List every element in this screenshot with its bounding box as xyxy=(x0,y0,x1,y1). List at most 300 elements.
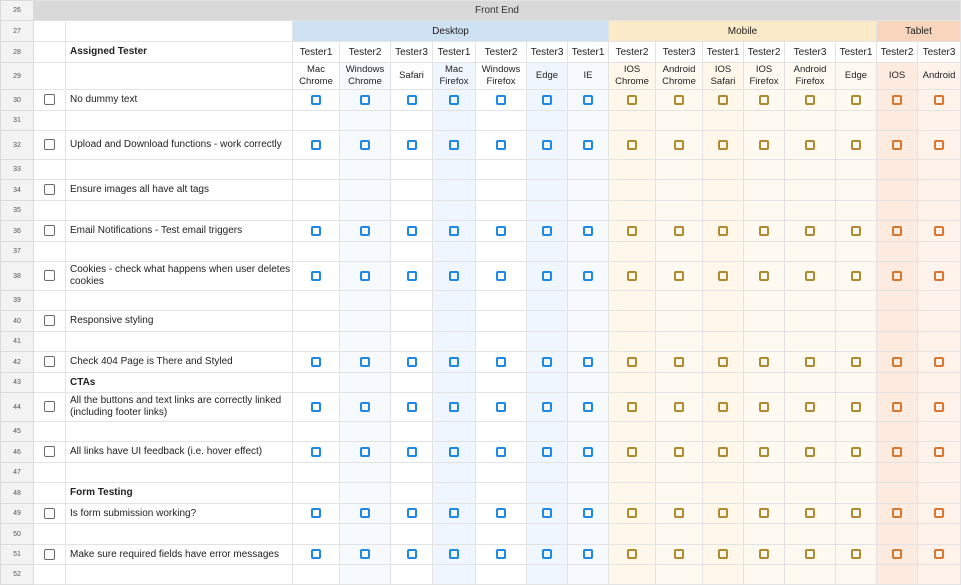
test-cell xyxy=(527,504,568,524)
done-cell xyxy=(34,442,66,463)
test-checkbox[interactable] xyxy=(360,95,370,105)
test-cell xyxy=(293,90,340,111)
test-checkbox[interactable] xyxy=(449,447,459,457)
test-checkbox[interactable] xyxy=(674,271,684,281)
row-number: 26 xyxy=(1,1,34,21)
test-cell xyxy=(744,160,785,180)
test-cell xyxy=(433,483,476,504)
test-checkbox[interactable] xyxy=(583,140,593,150)
test-cell xyxy=(703,352,744,373)
test-checkbox[interactable] xyxy=(759,357,769,367)
task-done-checkbox[interactable] xyxy=(44,508,55,519)
test-checkbox[interactable] xyxy=(851,357,861,367)
test-checkbox[interactable] xyxy=(407,140,417,150)
test-checkbox[interactable] xyxy=(851,508,861,518)
test-cell xyxy=(340,201,391,221)
test-checkbox[interactable] xyxy=(583,508,593,518)
test-checkbox[interactable] xyxy=(449,271,459,281)
test-cell xyxy=(656,373,703,393)
task-done-checkbox[interactable] xyxy=(44,184,55,195)
test-checkbox[interactable] xyxy=(674,508,684,518)
test-cell xyxy=(476,131,527,160)
test-checkbox[interactable] xyxy=(360,357,370,367)
test-checkbox[interactable] xyxy=(542,508,552,518)
test-checkbox[interactable] xyxy=(583,447,593,457)
test-cell xyxy=(568,242,609,262)
task-text xyxy=(66,242,293,262)
task-done-checkbox[interactable] xyxy=(44,356,55,367)
test-checkbox[interactable] xyxy=(934,549,944,559)
test-cell xyxy=(656,524,703,545)
task-row xyxy=(1,422,961,442)
task-text xyxy=(66,565,293,585)
test-checkbox[interactable] xyxy=(496,508,506,518)
test-checkbox[interactable] xyxy=(627,226,637,236)
test-cell xyxy=(656,221,703,242)
test-cell xyxy=(340,352,391,373)
test-checkbox[interactable] xyxy=(449,357,459,367)
row-number: 46 xyxy=(1,442,34,463)
test-checkbox[interactable] xyxy=(360,549,370,559)
test-checkbox[interactable] xyxy=(805,140,815,150)
test-checkbox[interactable] xyxy=(759,226,769,236)
test-checkbox[interactable] xyxy=(851,271,861,281)
test-checkbox[interactable] xyxy=(759,447,769,457)
test-checkbox[interactable] xyxy=(311,549,321,559)
test-checkbox[interactable] xyxy=(805,271,815,281)
test-checkbox[interactable] xyxy=(496,271,506,281)
browser-name: Safari xyxy=(391,63,433,90)
test-checkbox[interactable] xyxy=(718,549,728,559)
test-checkbox[interactable] xyxy=(718,447,728,457)
test-checkbox[interactable] xyxy=(583,402,593,412)
test-checkbox[interactable] xyxy=(759,140,769,150)
test-cell xyxy=(609,90,656,111)
test-checkbox[interactable] xyxy=(542,271,552,281)
test-cell xyxy=(785,180,836,201)
test-checkbox[interactable] xyxy=(892,357,902,367)
row-number: 49 xyxy=(1,504,34,524)
test-cell xyxy=(527,352,568,373)
row-number: 40 xyxy=(1,311,34,332)
test-cell xyxy=(703,221,744,242)
test-checkbox[interactable] xyxy=(934,402,944,412)
test-cell xyxy=(527,242,568,262)
test-cell xyxy=(703,180,744,201)
test-cell xyxy=(703,291,744,311)
row-number: 31 xyxy=(1,111,34,131)
test-checkbox[interactable] xyxy=(449,508,459,518)
test-checkbox[interactable] xyxy=(311,402,321,412)
test-checkbox[interactable] xyxy=(496,140,506,150)
test-checkbox[interactable] xyxy=(759,95,769,105)
task-text: Cookies - check what happens when user deletes cookies xyxy=(66,262,293,291)
test-checkbox[interactable] xyxy=(542,402,552,412)
test-cell xyxy=(293,352,340,373)
test-cell xyxy=(744,90,785,111)
test-cell xyxy=(744,242,785,262)
test-cell xyxy=(476,160,527,180)
test-cell xyxy=(340,373,391,393)
test-cell xyxy=(836,111,877,131)
test-checkbox[interactable] xyxy=(674,447,684,457)
test-cell xyxy=(391,483,433,504)
test-cell xyxy=(836,352,877,373)
test-checkbox[interactable] xyxy=(449,140,459,150)
assigned-tester-label: Assigned Tester xyxy=(66,42,293,63)
test-checkbox[interactable] xyxy=(542,140,552,150)
test-checkbox[interactable] xyxy=(892,95,902,105)
test-checkbox[interactable] xyxy=(851,140,861,150)
test-cell xyxy=(918,504,961,524)
test-cell xyxy=(877,291,918,311)
test-cell xyxy=(527,332,568,352)
test-checkbox[interactable] xyxy=(627,402,637,412)
task-row xyxy=(1,180,961,201)
test-checkbox[interactable] xyxy=(496,402,506,412)
test-checkbox[interactable] xyxy=(934,271,944,281)
test-checkbox[interactable] xyxy=(627,447,637,457)
tester-name: Tester1 xyxy=(836,42,877,63)
task-text: No dummy text xyxy=(66,90,293,111)
test-checkbox[interactable] xyxy=(934,508,944,518)
row-number: 38 xyxy=(1,262,34,291)
test-checkbox[interactable] xyxy=(360,271,370,281)
test-checkbox[interactable] xyxy=(583,95,593,105)
test-checkbox[interactable] xyxy=(311,226,321,236)
test-cell xyxy=(656,332,703,352)
test-cell xyxy=(744,393,785,422)
test-checkbox[interactable] xyxy=(449,95,459,105)
test-checkbox[interactable] xyxy=(407,226,417,236)
done-cell xyxy=(34,565,66,585)
test-cell xyxy=(476,352,527,373)
done-cell xyxy=(34,373,66,393)
test-cell xyxy=(527,311,568,332)
test-checkbox[interactable] xyxy=(583,226,593,236)
test-checkbox[interactable] xyxy=(449,402,459,412)
row-number: 33 xyxy=(1,160,34,180)
test-checkbox[interactable] xyxy=(360,140,370,150)
test-checkbox[interactable] xyxy=(805,95,815,105)
task-row xyxy=(1,545,961,565)
task-done-checkbox[interactable] xyxy=(44,315,55,326)
browser-name: IOS Firefox xyxy=(744,63,785,90)
test-cell xyxy=(877,90,918,111)
task-done-checkbox[interactable] xyxy=(44,446,55,457)
test-checkbox[interactable] xyxy=(934,447,944,457)
test-checkbox[interactable] xyxy=(449,226,459,236)
task-text xyxy=(66,332,293,352)
test-checkbox[interactable] xyxy=(674,549,684,559)
test-cell xyxy=(391,545,433,565)
tester-name: Tester3 xyxy=(918,42,961,63)
test-checkbox[interactable] xyxy=(851,402,861,412)
test-cell xyxy=(568,442,609,463)
tester-name: Tester3 xyxy=(785,42,836,63)
test-checkbox[interactable] xyxy=(542,447,552,457)
test-checkbox[interactable] xyxy=(892,508,902,518)
task-text xyxy=(66,291,293,311)
test-cell xyxy=(918,201,961,221)
task-done-checkbox[interactable] xyxy=(44,549,55,560)
task-row xyxy=(1,131,961,160)
test-checkbox[interactable] xyxy=(496,357,506,367)
test-cell xyxy=(476,311,527,332)
test-cell xyxy=(703,90,744,111)
test-checkbox[interactable] xyxy=(496,226,506,236)
test-checkbox[interactable] xyxy=(851,226,861,236)
test-checkbox[interactable] xyxy=(805,357,815,367)
test-checkbox[interactable] xyxy=(851,447,861,457)
test-checkbox[interactable] xyxy=(934,357,944,367)
test-cell xyxy=(877,524,918,545)
test-cell xyxy=(918,90,961,111)
test-checkbox[interactable] xyxy=(627,549,637,559)
test-cell xyxy=(918,352,961,373)
test-cell xyxy=(433,373,476,393)
test-checkbox[interactable] xyxy=(542,357,552,367)
done-cell xyxy=(34,311,66,332)
test-cell xyxy=(568,201,609,221)
test-checkbox[interactable] xyxy=(892,271,902,281)
test-cell xyxy=(433,463,476,483)
task-text xyxy=(66,111,293,131)
test-cell xyxy=(785,545,836,565)
test-checkbox[interactable] xyxy=(449,549,459,559)
test-cell xyxy=(785,160,836,180)
test-cell xyxy=(877,311,918,332)
test-checkbox[interactable] xyxy=(311,95,321,105)
test-checkbox[interactable] xyxy=(627,508,637,518)
task-done-checkbox[interactable] xyxy=(44,401,55,412)
task-row xyxy=(1,111,961,131)
task-text xyxy=(66,160,293,180)
test-cell xyxy=(703,524,744,545)
test-cell xyxy=(918,463,961,483)
test-checkbox[interactable] xyxy=(407,402,417,412)
test-checkbox[interactable] xyxy=(674,140,684,150)
test-checkbox[interactable] xyxy=(407,508,417,518)
test-checkbox[interactable] xyxy=(759,549,769,559)
test-checkbox[interactable] xyxy=(311,271,321,281)
test-cell xyxy=(391,160,433,180)
test-cell xyxy=(656,311,703,332)
task-done-checkbox[interactable] xyxy=(44,225,55,236)
test-checkbox[interactable] xyxy=(674,95,684,105)
test-checkbox[interactable] xyxy=(805,226,815,236)
test-cell xyxy=(433,221,476,242)
test-checkbox[interactable] xyxy=(496,549,506,559)
test-cell xyxy=(703,201,744,221)
section-row xyxy=(1,483,961,504)
test-checkbox[interactable] xyxy=(407,357,417,367)
test-cell xyxy=(391,221,433,242)
task-row xyxy=(1,160,961,180)
browser-name: Mac Firefox xyxy=(433,63,476,90)
test-checkbox[interactable] xyxy=(360,402,370,412)
test-checkbox[interactable] xyxy=(892,447,902,457)
test-cell xyxy=(656,242,703,262)
test-cell xyxy=(391,504,433,524)
task-done-checkbox[interactable] xyxy=(44,94,55,105)
test-checkbox[interactable] xyxy=(718,226,728,236)
row-number: 30 xyxy=(1,90,34,111)
test-checkbox[interactable] xyxy=(759,402,769,412)
test-checkbox[interactable] xyxy=(805,508,815,518)
test-checkbox[interactable] xyxy=(627,95,637,105)
test-checkbox[interactable] xyxy=(360,447,370,457)
test-cell xyxy=(568,221,609,242)
test-cell xyxy=(785,504,836,524)
test-checkbox[interactable] xyxy=(674,357,684,367)
test-checkbox[interactable] xyxy=(892,549,902,559)
test-cell xyxy=(918,131,961,160)
test-cell xyxy=(609,160,656,180)
test-cell xyxy=(391,565,433,585)
test-cell xyxy=(877,483,918,504)
test-cell xyxy=(391,442,433,463)
test-cell xyxy=(877,352,918,373)
group-tablet: Tablet xyxy=(877,21,961,42)
task-done-checkbox[interactable] xyxy=(44,270,55,281)
test-checkbox[interactable] xyxy=(407,95,417,105)
test-cell xyxy=(785,565,836,585)
test-cell xyxy=(340,442,391,463)
test-cell xyxy=(836,201,877,221)
test-cell xyxy=(293,393,340,422)
test-cell xyxy=(340,111,391,131)
test-checkbox[interactable] xyxy=(311,508,321,518)
test-cell xyxy=(744,373,785,393)
test-checkbox[interactable] xyxy=(892,402,902,412)
test-checkbox[interactable] xyxy=(718,95,728,105)
test-checkbox[interactable] xyxy=(542,549,552,559)
test-checkbox[interactable] xyxy=(851,95,861,105)
row-number: 47 xyxy=(1,463,34,483)
test-checkbox[interactable] xyxy=(718,140,728,150)
test-checkbox[interactable] xyxy=(360,226,370,236)
test-cell xyxy=(918,373,961,393)
test-checkbox[interactable] xyxy=(934,226,944,236)
test-checkbox[interactable] xyxy=(759,508,769,518)
tester-name: Tester1 xyxy=(433,42,476,63)
task-text: Ensure images all have alt tags xyxy=(66,180,293,201)
test-checkbox[interactable] xyxy=(583,271,593,281)
test-cell xyxy=(476,442,527,463)
test-checkbox[interactable] xyxy=(407,447,417,457)
test-cell xyxy=(433,90,476,111)
test-checkbox[interactable] xyxy=(851,549,861,559)
test-cell xyxy=(656,90,703,111)
test-checkbox[interactable] xyxy=(542,226,552,236)
row-number: 51 xyxy=(1,545,34,565)
test-cell xyxy=(340,545,391,565)
row-number: 45 xyxy=(1,422,34,442)
test-checkbox[interactable] xyxy=(718,271,728,281)
test-checkbox[interactable] xyxy=(805,549,815,559)
test-cell xyxy=(293,131,340,160)
test-checkbox[interactable] xyxy=(311,447,321,457)
test-checkbox[interactable] xyxy=(627,271,637,281)
test-cell xyxy=(836,160,877,180)
task-row xyxy=(1,524,961,545)
test-checkbox[interactable] xyxy=(627,357,637,367)
task-text xyxy=(66,422,293,442)
test-checkbox[interactable] xyxy=(934,140,944,150)
done-cell xyxy=(34,524,66,545)
test-cell xyxy=(527,524,568,545)
test-cell xyxy=(836,524,877,545)
test-checkbox[interactable] xyxy=(674,402,684,412)
test-cell xyxy=(877,422,918,442)
test-checkbox[interactable] xyxy=(805,447,815,457)
test-checkbox[interactable] xyxy=(360,508,370,518)
test-checkbox[interactable] xyxy=(934,95,944,105)
test-cell xyxy=(877,545,918,565)
test-checkbox[interactable] xyxy=(311,140,321,150)
task-done-checkbox[interactable] xyxy=(44,139,55,150)
test-checkbox[interactable] xyxy=(311,357,321,367)
test-checkbox[interactable] xyxy=(718,357,728,367)
test-cell xyxy=(293,483,340,504)
task-text: All links have UI feedback (i.e. hover effect) xyxy=(66,442,293,463)
done-cell xyxy=(34,111,66,131)
test-checkbox[interactable] xyxy=(583,549,593,559)
task-row xyxy=(1,442,961,463)
test-cell xyxy=(476,332,527,352)
test-cell xyxy=(703,483,744,504)
test-cell xyxy=(836,545,877,565)
test-checkbox[interactable] xyxy=(407,271,417,281)
test-checkbox[interactable] xyxy=(496,95,506,105)
test-checkbox[interactable] xyxy=(759,271,769,281)
done-cell xyxy=(34,332,66,352)
test-cell xyxy=(877,131,918,160)
test-cell xyxy=(836,221,877,242)
browser-name: Edge xyxy=(836,63,877,90)
done-cell xyxy=(34,545,66,565)
tester-name: Tester1 xyxy=(293,42,340,63)
test-checkbox[interactable] xyxy=(583,357,593,367)
row-number: 29 xyxy=(1,63,34,90)
test-checkbox[interactable] xyxy=(718,508,728,518)
test-checkbox[interactable] xyxy=(674,226,684,236)
test-cell xyxy=(744,565,785,585)
tester-name: Tester1 xyxy=(703,42,744,63)
test-checkbox[interactable] xyxy=(718,402,728,412)
test-cell xyxy=(609,422,656,442)
test-cell xyxy=(785,352,836,373)
test-cell xyxy=(918,262,961,291)
test-cell xyxy=(568,332,609,352)
test-checkbox[interactable] xyxy=(542,95,552,105)
test-cell xyxy=(744,545,785,565)
test-checkbox[interactable] xyxy=(407,549,417,559)
test-cell xyxy=(703,442,744,463)
test-checkbox[interactable] xyxy=(805,402,815,412)
test-checkbox[interactable] xyxy=(627,140,637,150)
test-checkbox[interactable] xyxy=(496,447,506,457)
done-cell xyxy=(34,201,66,221)
test-cell xyxy=(433,565,476,585)
test-cell xyxy=(340,393,391,422)
test-checkbox[interactable] xyxy=(892,140,902,150)
test-cell xyxy=(527,463,568,483)
test-checkbox[interactable] xyxy=(892,226,902,236)
browser-name: Android xyxy=(918,63,961,90)
task-row xyxy=(1,504,961,524)
